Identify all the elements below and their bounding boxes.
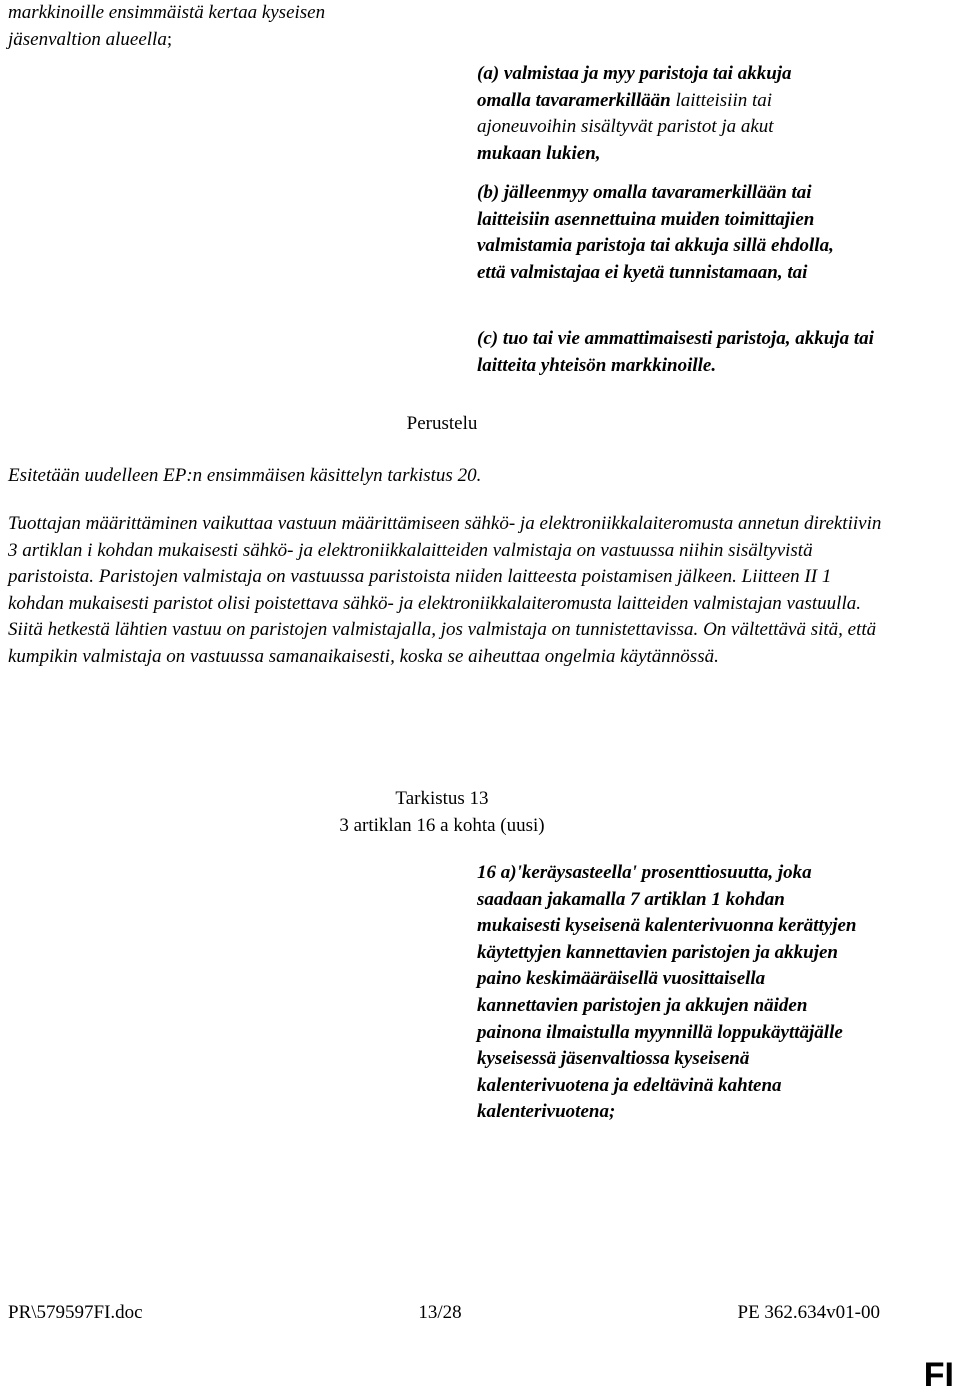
footer — [0, 1300, 960, 1396]
footer-language-code: FI — [923, 1356, 954, 1394]
footer-pe-ref: PE 362.634v01-00 — [737, 1302, 880, 1323]
justification-sentence-2: Paristojen valmistaja on vastuussa paristoista niiden laitteesta poistamisen jälkeen. — [94, 566, 737, 588]
continuation-line-2-tail: ; — [166, 28, 173, 50]
justification-sentence-3: Liitteen II 1 kohdan mukaisesti paristot olisi poistettava sähkö- ja elektroniikkalaiteromusta laitteiden valmistajan vastuulla. — [8, 566, 861, 614]
justification-paragraph — [8, 511, 888, 671]
justification-sentence-5: On vältettävä sitä, että kumpikin valmistaja on vastuussa samanaikaisesti, koska se aiheuttaa ongelmia käytännössä. — [8, 619, 877, 667]
item-b: (b) jälleenmyy omalla tavaramerkillään tai laitteisiin asennettuina muiden toimittajien valmistamia paristoja tai akkuja sillä ehdolla, että valmistajaa ei kyetä tunnistamaan, tai — [477, 182, 834, 283]
item-a — [477, 61, 897, 167]
amendment-article: 3 artiklan 16 a kohta (uusi) — [339, 814, 545, 836]
continuation-line-2-italic: jäsenvaltion alueella — [8, 28, 167, 50]
justification-sentence-1: Tuottajan määrittäminen vaikuttaa vastuun määrittämiseen sähkö- ja elektroniikkalaiteromusta annetun direktiivin 3 artiklan i kohdan mukaisesti sähkö- ja elektroniikkalaitteiden valmistaja on vastuussa niihin sisältyvistä paristoista. — [8, 513, 882, 588]
continuation-text — [8, 0, 428, 53]
footer-page-number: 13/28 — [418, 1302, 462, 1323]
item-a-line-1: (a) valmistaa ja myy paristoja tai akkuja — [477, 63, 792, 84]
amendment-text: 16 a)'keräysasteella' prosenttiosuutta, joka saadaan jakamalla 7 artiklan 1 kohdan mukaisesti kyseisenä kalenterivuonna kerättyjen käytettyjen kannettavien paristojen ja akkujen paino keskimääräisellä vuosittaisella kannettavien paristojen ja akkujen näiden painona ilmaistulla myynnillä loppukäyttäjälle kyseisessä jäsenvaltiossa kyseisenä kalenterivuotena ja edeltävinä kahtena kalenterivuotena; — [477, 862, 857, 1123]
item-a-line-3: ajoneuvoihin sisältyvät paristot ja akut — [477, 116, 774, 138]
justification-sentence-4: Siitä hetkestä lähtien vastuu on paristojen valmistajalla, jos valmistaja on tunnistettavissa. — [8, 619, 699, 641]
footer-doc-ref: PR\579597FI.doc — [8, 1302, 143, 1323]
item-c: (c) tuo tai vie ammattimaisesti paristoja, akkuja tai laitteita yhteisön markkinoille. — [477, 328, 874, 376]
justification-intro: Esitetään uudelleen EP:n ensimmäisen käsittelyn tarkistus 20. — [8, 465, 482, 486]
amendment-number: Tarkistus 13 — [395, 788, 489, 809]
item-a-line-2-tail: laitteisiin tai — [670, 89, 773, 111]
item-a-line-4: mukaan lukien, — [477, 142, 601, 164]
justification-heading: Perustelu — [406, 413, 478, 434]
amendment-title — [0, 786, 884, 839]
continuation-line-1: markkinoille ensimmäistä kertaa kyseisen — [8, 2, 326, 23]
continuation-line-2 — [8, 27, 428, 54]
item-a-line-2: omalla tavaramerkillään — [477, 89, 671, 111]
